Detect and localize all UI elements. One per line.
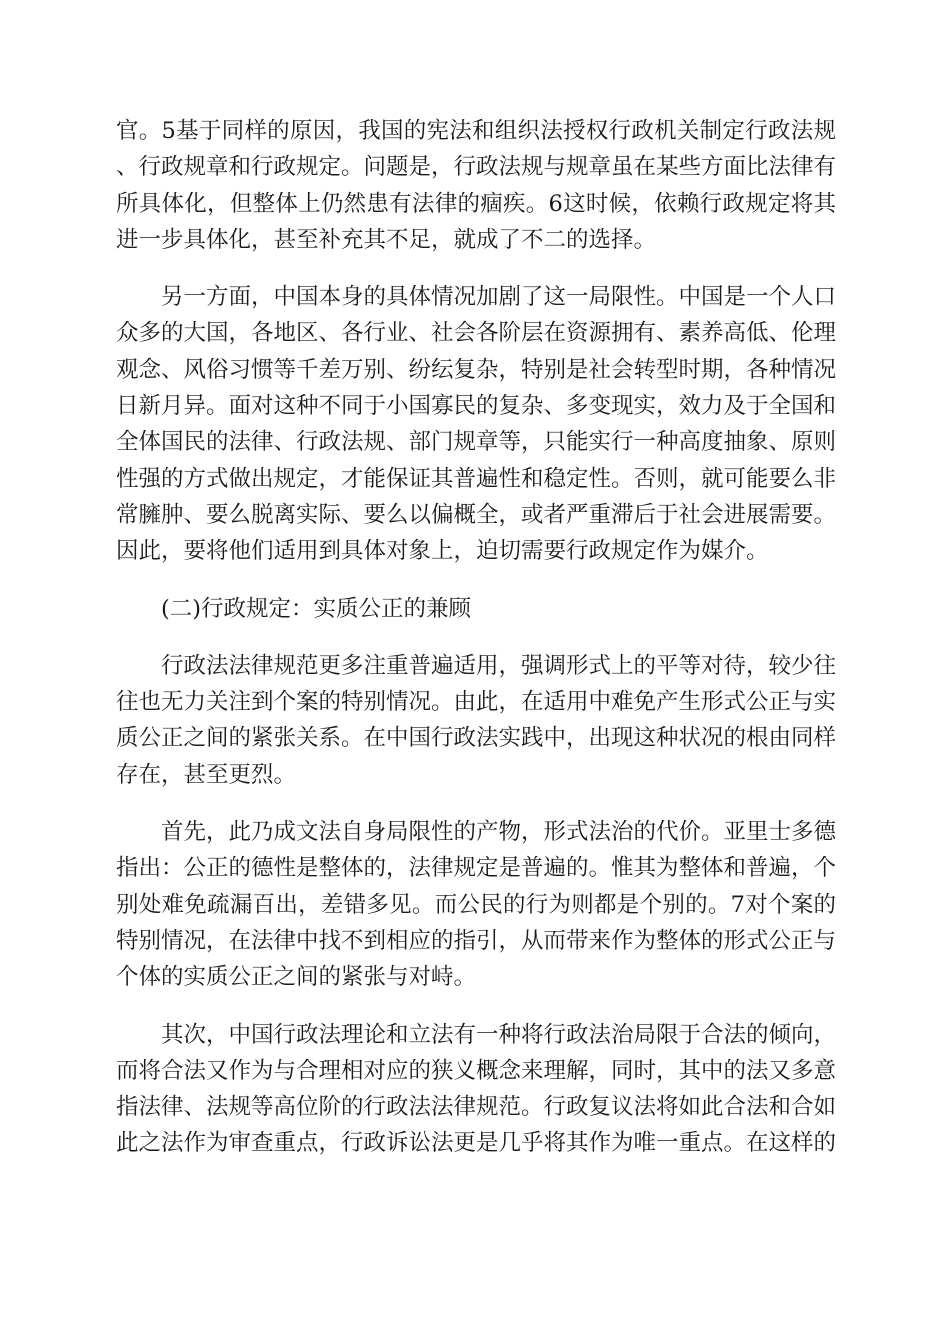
paragraph-aristotle: 首先，此乃成文法自身局限性的产物，形式法治的代价。亚里士多德指出：公正的德性是整体的，法律规定是普遍的。惟其为整体和普遍，个别处难免疏漏百出，差错多见。而公民的行为则都是个别的。7对个案的特别情况，在法律中找不到相应的指引，从而带来作为整体的形式公正与个体的实质公正之间的紧张与对峙。 <box>116 819 837 991</box>
section-heading: (二)行政规定：实质公正的兼顾 <box>161 595 472 622</box>
paragraph-legality-tendency: 其次，中国行政法理论和立法有一种将行政法治局限于合法的倾向，而将合法又作为与合理相对应的狭义概念来理解，同时，其中的法又多意指法律、法规等高位阶的行政法法律规范。行政复议法将如此合法和合如此之法作为审查重点，行政诉讼法更是几乎将其作为唯一重点。在这样的 <box>116 1021 837 1157</box>
paragraph-formal-justice: 行政法法律规范更多注重普遍适用，强调形式上的平等对待，较少往往也无力关注到个案的特别情况。由此，在适用中难免产生形式公正与实质公正之间的紧张关系。在中国行政法实践中，出现这种状况的根由同样存在，甚至更烈。 <box>116 652 837 788</box>
paragraph-china-circumstances: 另一方面，中国本身的具体情况加剧了这一局限性。中国是一个人口众多的大国，各地区、各行业、社会各阶层在资源拥有、素养高低、伦理观念、风俗习惯等千差万别、纷纭复杂，特别是社会转型时期，各种情况日新月异。面对这种不同于小国寡民的复杂、多变现实，效力及于全国和全体国民的法律、行政法规、部门规章等，只能实行一种高度抽象、原则性强的方式做出规定，才能保证其普遍性和稳定性。否则，就可能要么非常臃肿、要么脱离实际、要么以偏概全，或者严重滞后于社会进展需要。因此，要将他们适用到具体对象上，迫切需要行政规定作为媒介。 <box>116 284 837 565</box>
paragraph-continued: 官。5基于同样的原因，我国的宪法和组织法授权行政机关制定行政法规、行政规章和行政规定。问题是，行政法规与规章虽在某些方面比法律有所具体化，但整体上仍然患有法律的痼疾。6这时候，依赖行政规定将其进一步具体化，甚至补充其不足，就成了不二的选择。 <box>116 118 837 253</box>
document-body <box>116 113 836 1183</box>
